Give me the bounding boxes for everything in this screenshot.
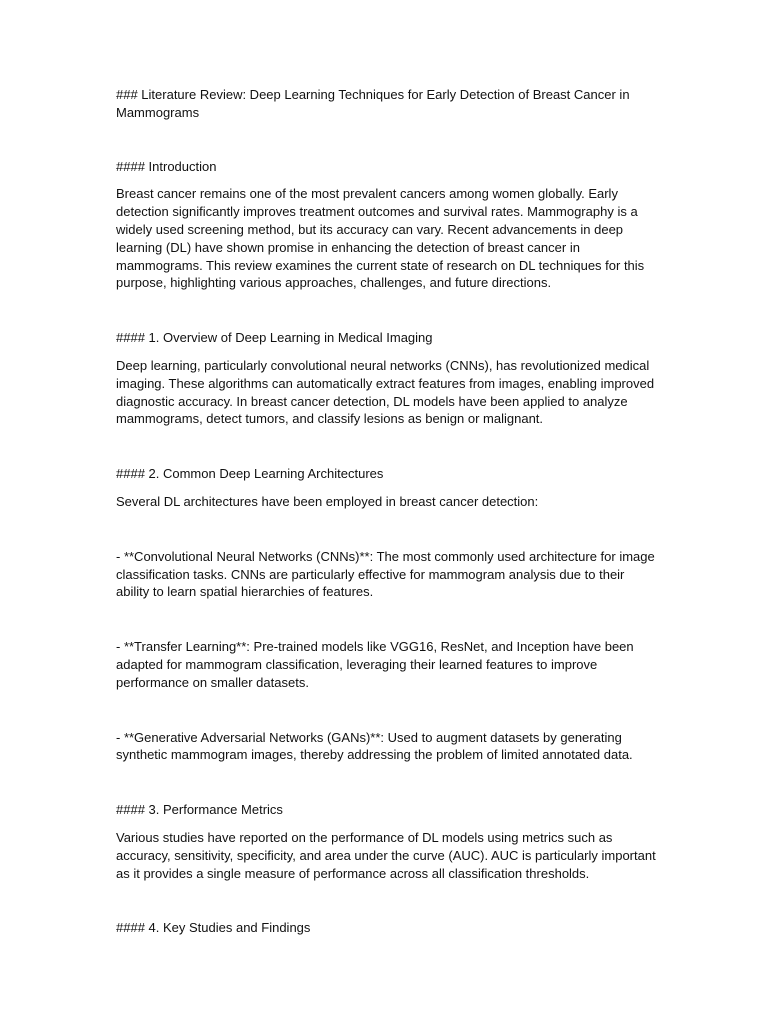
document-title: ### Literature Review: Deep Learning Techniques for Early Detection of Breast Cancer in Mammograms xyxy=(116,87,630,120)
section-2-heading: #### 2. Common Deep Learning Architectures xyxy=(116,466,384,482)
intro-heading: #### Introduction xyxy=(116,158,217,174)
list-item: - **Generative Adversarial Networks (GANs)**: Used to augment datasets by generating synthetic mammogram images, thereby addressing the problem of limited annotated data. xyxy=(116,729,633,763)
section-2-intro: Several DL architectures have been employed in breast cancer detection: xyxy=(116,493,539,509)
section-1-paragraph: Deep learning, particularly convolutional neural networks (CNNs), has revolutionized medical imaging. These algorithms can automatically extract features from images, enabling improved diagnostic accuracy. In breast cancer detection, DL models have been applied to analyze mammograms, detect tumors, and classify lesions as benign or malignant. xyxy=(116,357,655,427)
list-item: - **Transfer Learning**: Pre-trained models like VGG16, ResNet, and Inception have been adapted for mammogram classification, leveraging their learned features to improve performance on smaller datasets. xyxy=(116,639,634,690)
section-1-heading: #### 1. Overview of Deep Learning in Medical Imaging xyxy=(116,330,433,346)
section-4-heading: #### 4. Key Studies and Findings xyxy=(116,920,311,936)
list-item: - **Convolutional Neural Networks (CNNs)**: The most commonly used architecture for image classification tasks. CNNs are particularly effective for mammogram analysis due to their ability to learn spatial hierarchies of features. xyxy=(116,548,655,600)
intro-paragraph: Breast cancer remains one of the most prevalent cancers among women globally. Early detection significantly improves treatment outcomes and survival rates. Mammography is a widely used screening method, but its accuracy can vary. Recent advancements in deep learning (DL) have shown promise in enhancing the detection of breast cancer in mammograms. This review examines the current state of research on DL techniques for this purpose, highlighting various approaches, challenges, and future directions. xyxy=(116,186,645,291)
section-3-heading: #### 3. Performance Metrics xyxy=(116,802,283,818)
document-body xyxy=(116,86,656,947)
section-3-paragraph: Various studies have reported on the performance of DL models using metrics such as accuracy, sensitivity, specificity, and area under the curve (AUC). AUC is particularly important as it provides a single measure of performance across all classification thresholds. xyxy=(116,829,656,881)
